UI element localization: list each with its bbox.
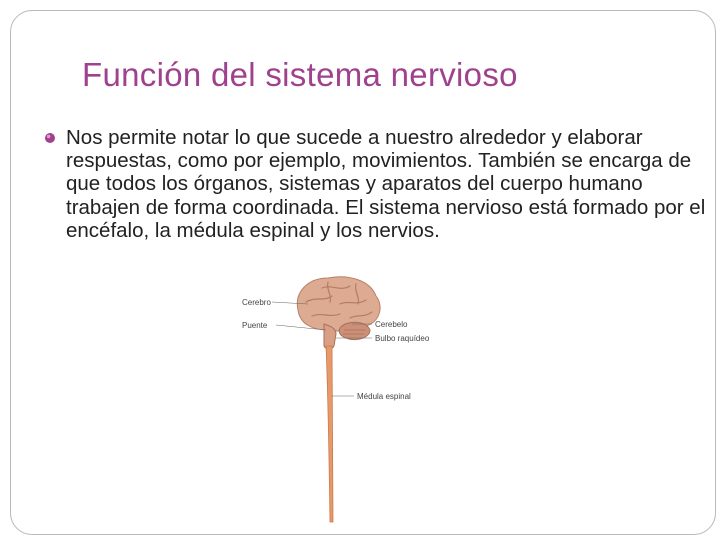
bullet-text: Nos permite notar lo que sucede a nuestro alrededor y elaborar respuestas, como por ejemplo, movimientos. También se encarga de que todos los órganos, sistemas y aparatos del cuerpo humano trabajen de forma coordinada. El sistema nervioso está formado por el encéfalo, la médula espinal y los nervios. bbox=[66, 126, 706, 242]
slide-title: Función del sistema nervioso bbox=[82, 56, 518, 93]
bullet-circle-icon bbox=[44, 132, 56, 144]
label-cerebro: Cerebro bbox=[242, 298, 271, 307]
spinal-cord bbox=[326, 346, 333, 522]
label-cerebelo: Cerebelo bbox=[375, 320, 408, 329]
label-puente: Puente bbox=[242, 321, 268, 330]
nervous-system-illustration bbox=[236, 272, 466, 534]
label-medula-espinal: Médula espinal bbox=[357, 392, 411, 401]
label-bulbo-raquideo: Bulbo raquídeo bbox=[375, 334, 430, 343]
